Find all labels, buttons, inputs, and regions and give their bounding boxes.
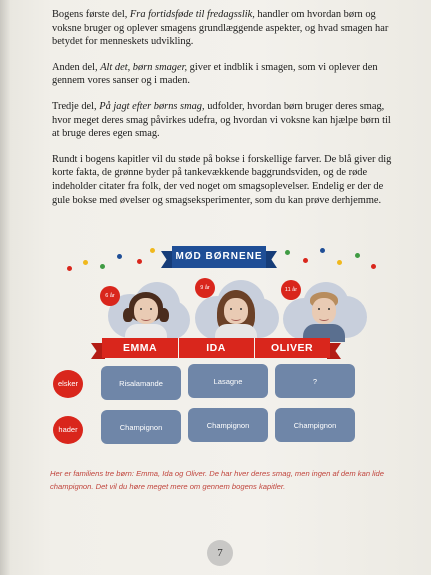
meet-children-banner: MØD BØRNENE	[172, 246, 266, 268]
name-emma: EMMA	[122, 342, 158, 354]
confetti-dot	[100, 264, 105, 269]
part-1-title: Fra fortidsføde til fredagsslik,	[129, 9, 255, 20]
part-3-title: På jagt efter børns smag,	[99, 100, 205, 112]
names-ribbon	[102, 338, 330, 358]
confetti-dot	[83, 260, 88, 265]
body-text	[52, 8, 392, 219]
ida-portrait	[211, 286, 261, 342]
meet-the-children-figure	[45, 244, 390, 464]
row-label-loves: elsker	[53, 370, 83, 398]
row-label-hates: hader	[53, 416, 83, 444]
figure-caption: Her er familiens tre børn: Emma, Ida og Oliver. De har hver deres smag, men ingen af dem kan lide champignon. Det vil du høre meget mere om gennem bogens kapitler.	[50, 469, 384, 491]
age-badge-emma: 6 år	[100, 286, 120, 306]
page-number: 7	[207, 540, 233, 566]
confetti-dot	[67, 266, 72, 271]
age-badge-oliver: 11 år	[281, 280, 301, 300]
emma-loves-cell: Risalamande	[101, 366, 181, 400]
paragraph-1: Bogens første del, Fra fortidsføde til fredagsslik, handler om hvordan børn og voksne bruger og oplever smagens grundlæggende aspekter, og hvad smagen har betydet for menneskets udvikling.	[52, 9, 389, 48]
oliver-hates-cell: Champignon	[275, 408, 355, 442]
confetti-dot	[117, 254, 122, 259]
confetti-dot	[150, 248, 155, 253]
paragraph-3: Tredje del, På jagt efter børns smag, udfolder, hvordan børn bruger deres smag, hvor meget deres smag påvirkes udefra, og hvordan vi voksne kan hjælpe børn til at bruge deres egen smag.	[52, 100, 391, 140]
confetti-dot	[355, 253, 360, 258]
confetti-dot	[320, 248, 325, 253]
part-2-title: Alt det, børn smager,	[100, 61, 188, 73]
page-binding-shadow	[0, 0, 10, 575]
confetti-dot	[303, 258, 308, 263]
name-ida: IDA	[206, 342, 226, 354]
name-oliver: OLIVER	[270, 342, 314, 354]
paragraph-2: Anden del, Alt det, børn smager, giver et indblik i smagen, som vi oplever den gennem vores sanser og i maden.	[52, 61, 378, 87]
emma-hates-cell: Champignon	[101, 410, 181, 444]
confetti-dot	[285, 250, 290, 255]
confetti-dot	[371, 264, 376, 269]
oliver-portrait	[299, 286, 349, 342]
ida-loves-cell: Lasagne	[188, 364, 268, 398]
oliver-loves-cell: ?	[275, 364, 355, 398]
confetti-dot	[337, 260, 342, 265]
age-badge-ida: 9 år	[195, 278, 215, 298]
emma-portrait	[121, 286, 171, 342]
confetti-dot	[137, 259, 142, 264]
paragraph-4: Rundt i bogens kapitler vil du støde på bokse i forskellige farver. De blå giver dig korte fakta, de grønne byder på tankevækkende baggrundsviden, og de røde indeholder citater fra folk, der ved noget om smagsoplevelser. Endelig er der de gule bokse med øvelser og smagseksperimenter, som du kan prøve derhjemme.	[52, 153, 392, 206]
ida-hates-cell: Champignon	[188, 408, 268, 442]
